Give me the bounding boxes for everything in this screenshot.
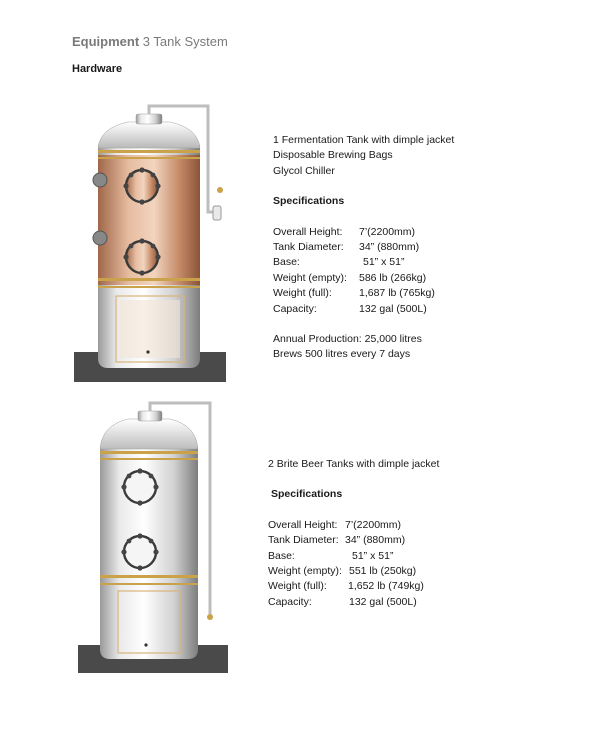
spec-row [268, 549, 439, 564]
brew-frequency: Brews 500 litres every 7 days [273, 348, 411, 361]
spec-label: Base: [273, 256, 300, 269]
section-heading-hardware: Hardware [72, 63, 123, 75]
spec-value: 132 gal (500L) [359, 302, 427, 315]
title-bold: Equipment [72, 34, 140, 49]
item-line: 2 Brite Beer Tanks with dimple jacket [268, 458, 440, 470]
title-rest: 3 Tank System [142, 34, 228, 49]
tank-dome [98, 122, 200, 148]
spec-label: Overall Height: [273, 225, 343, 238]
spec-row [268, 579, 439, 594]
spec-value: 551 lb (250kg) [349, 565, 417, 578]
spec-row [268, 595, 439, 610]
spec-label: Weight (empty): [268, 565, 342, 578]
spec-value: 1,687 lb (765kg) [359, 287, 435, 300]
spec-label: Weight (empty): [273, 271, 347, 284]
spec-value: 51” x 51” [352, 549, 394, 562]
spec-label: Overall Height: [268, 518, 338, 531]
spec-label: Tank Diameter: [268, 534, 339, 547]
spec-label: Weight (full): [268, 580, 327, 593]
spec-value: 51” x 51” [363, 256, 405, 269]
spec-value: 34” (880mm) [359, 241, 420, 254]
spec-label: Weight (full): [273, 287, 332, 300]
spec-value: 7’(2200mm) [359, 225, 416, 238]
spec-row [268, 518, 439, 533]
tank-dome [100, 419, 198, 449]
spec-value: 34” (880mm) [345, 534, 406, 547]
specifications-heading: Specifications [271, 488, 343, 501]
top-manway [136, 114, 162, 124]
item-line: Glycol Chiller [273, 164, 335, 177]
document-title [72, 34, 228, 49]
spec-value: 586 lb (266kg) [359, 271, 427, 284]
spec-value: 7’(2200mm) [345, 518, 402, 531]
spec-row [273, 225, 454, 240]
spec-value: 132 gal (500L) [349, 595, 417, 608]
fermentation-tank-image [70, 100, 230, 385]
brite-description [268, 457, 439, 610]
spec-row [273, 255, 454, 270]
spec-row [273, 302, 454, 317]
fermentation-description [273, 133, 454, 363]
spec-row [273, 271, 454, 286]
spec-row [268, 564, 439, 579]
item-line: 1 Fermentation Tank with dimple jacket [273, 134, 455, 146]
spec-row [268, 533, 439, 548]
spec-label: Tank Diameter: [273, 241, 344, 254]
specifications-heading: Specifications [273, 195, 345, 208]
item-line: Disposable Brewing Bags [273, 149, 393, 162]
spec-row [273, 240, 454, 255]
spec-label: Capacity: [268, 595, 312, 608]
spec-label: Capacity: [273, 302, 317, 315]
spec-row [273, 286, 454, 301]
spec-value: 1,652 lb (749kg) [348, 580, 424, 593]
spec-label: Base: [268, 549, 295, 562]
annual-production: Annual Production: 25,000 litres [273, 333, 422, 346]
top-manway [138, 411, 162, 421]
brite-tank-image [78, 395, 228, 675]
